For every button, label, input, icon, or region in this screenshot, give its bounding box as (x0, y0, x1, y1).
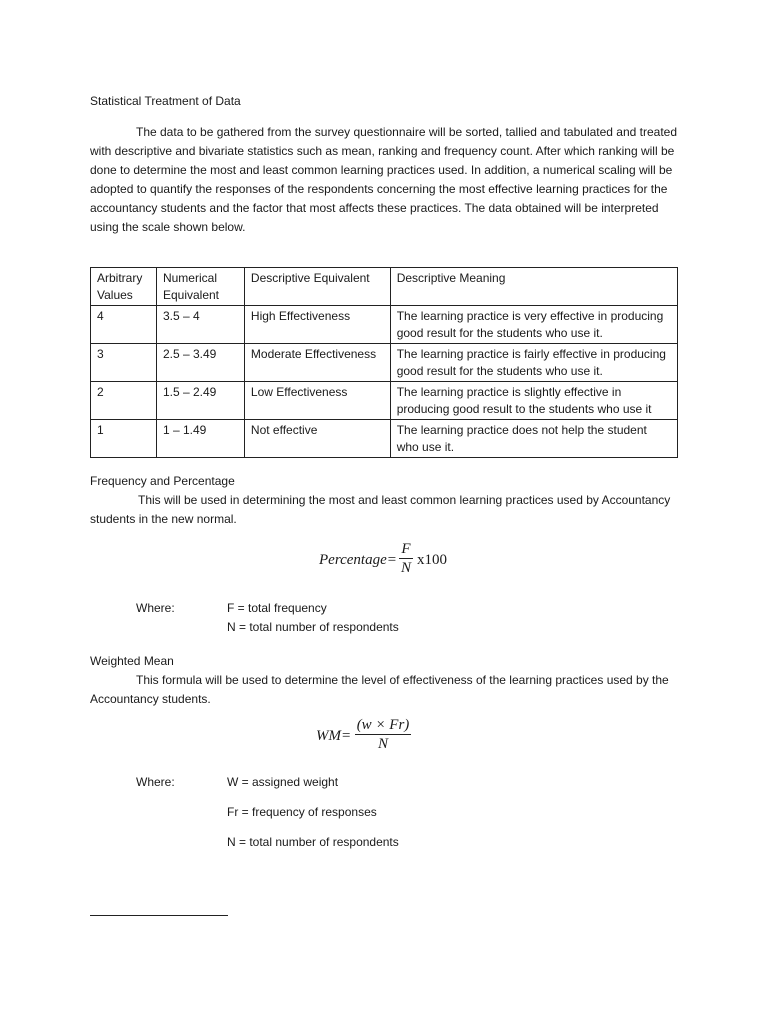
cell-numerical-equivalent: 3.5 – 4 (156, 306, 244, 344)
frequency-where-label: Where: (136, 601, 175, 615)
frequency-def-n: N = total number of respondents (227, 620, 399, 634)
cell-descriptive-meaning: The learning practice is fairly effective in producing good result for the students who use it. (390, 344, 677, 382)
percentage-formula-rhs: x100 (417, 552, 447, 568)
percentage-formula-lhs: Percentage= (319, 552, 397, 568)
cell-arbitrary-value: 3 (91, 344, 157, 382)
percentage-denominator: N (400, 560, 411, 576)
table-row (91, 306, 678, 344)
weighted-mean-def-n: N = total number of respondents (227, 835, 399, 849)
cell-descriptive-meaning: The learning practice is very effective in producing good result for the students who use it. (390, 306, 677, 344)
footnote-separator (90, 915, 228, 916)
weighted-mean-numerator: (w × Fr) (356, 717, 410, 733)
frequency-where-row (90, 599, 680, 618)
table-row (91, 344, 678, 382)
header-descriptive-equivalent: Descriptive Equivalent (244, 268, 390, 306)
weighted-mean-where-row (90, 773, 680, 803)
cell-descriptive-equivalent: Low Effectiveness (244, 382, 390, 420)
document-page (90, 92, 680, 852)
percentage-formula (90, 538, 680, 586)
weighted-mean-where-row (90, 803, 680, 833)
percentage-fraction (399, 540, 413, 577)
cell-descriptive-meaning: The learning practice is slightly effective in producing good result to the students who use it (390, 382, 677, 420)
frequency-percentage-text: This will be used in determining the most and least common learning practices used by Accountancy students in the new normal. (90, 493, 671, 526)
section-heading: Statistical Treatment of Data (90, 94, 241, 108)
weighted-mean-text: This formula will be used to determine the level of effectiveness of the learning practices used by the Accountancy students. (90, 673, 669, 706)
header-numerical-equivalent: Numerical Equivalent (156, 268, 244, 306)
weighted-mean-def-fr: Fr = frequency of responses (227, 805, 377, 819)
cell-arbitrary-value: 2 (91, 382, 157, 420)
frequency-def-f: F = total frequency (227, 601, 327, 615)
weighted-mean-where-label: Where: (136, 775, 175, 789)
cell-descriptive-equivalent: Moderate Effectiveness (244, 344, 390, 382)
weighted-mean-formula (90, 714, 680, 760)
cell-numerical-equivalent: 1 – 1.49 (156, 420, 244, 458)
weighted-mean-formula-lhs: WM= (316, 728, 352, 744)
frequency-where-row (90, 618, 680, 637)
header-arbitrary-values: Arbitrary Values (91, 268, 157, 306)
percentage-numerator: F (399, 540, 413, 559)
weighted-mean-def-w: W = assigned weight (227, 775, 339, 789)
intro-paragraph: The data to be gathered from the survey questionnaire will be sorted, tallied and tabulated and treated with descriptive and bivariate statistics such as mean, ranking and frequency count. After which ranking will be done to determine the most and least common learning practices used. In addition, a numerical scaling will be adopted to quantify the responses of the respondents concerning the most effective learning practices for the accountancy students and the factor that most affects these practices. The data obtained will be interpreted using the scale shown below. (90, 125, 678, 234)
cell-descriptive-equivalent: Not effective (244, 420, 390, 458)
cell-arbitrary-value: 4 (91, 306, 157, 344)
cell-descriptive-meaning: The learning practice does not help the student who use it. (390, 420, 677, 458)
weighted-mean-denominator: N (377, 736, 388, 752)
cell-descriptive-equivalent: High Effectiveness (244, 306, 390, 344)
table-header-row (91, 268, 678, 306)
cell-numerical-equivalent: 1.5 – 2.49 (156, 382, 244, 420)
weighted-mean-where-row (90, 833, 680, 852)
header-descriptive-meaning: Descriptive Meaning (390, 268, 677, 306)
cell-numerical-equivalent: 2.5 – 3.49 (156, 344, 244, 382)
frequency-percentage-title: Frequency and Percentage (90, 474, 235, 488)
interpretation-scale-table (90, 267, 678, 458)
weighted-mean-title: Weighted Mean (90, 654, 174, 668)
weighted-mean-fraction (355, 716, 411, 753)
cell-arbitrary-value: 1 (91, 420, 157, 458)
table-row (91, 382, 678, 420)
table-row (91, 420, 678, 458)
